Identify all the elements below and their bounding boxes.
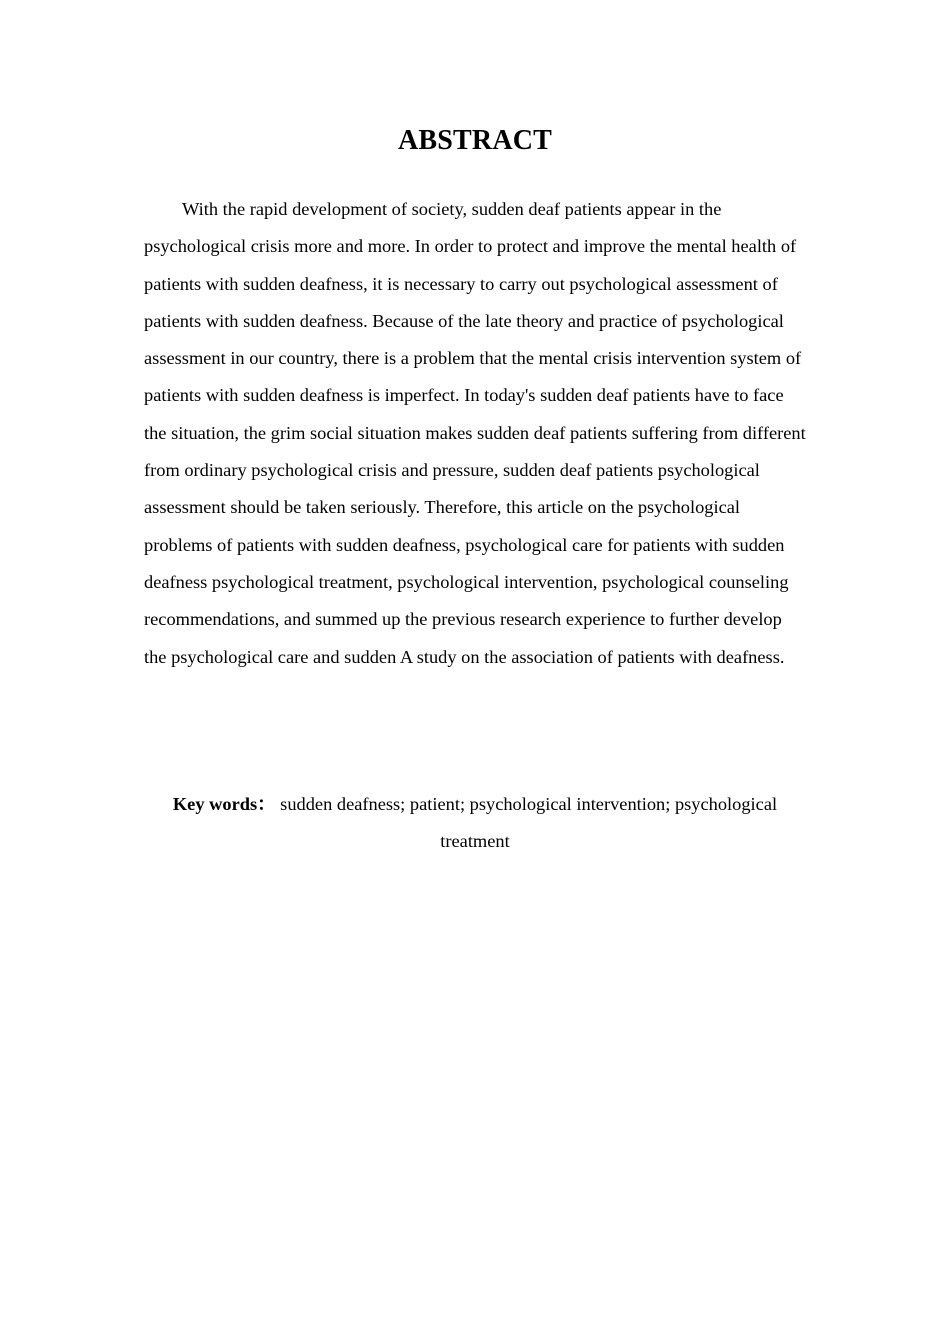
keywords-line bbox=[144, 786, 806, 861]
abstract-body: With the rapid development of society, sudden deaf patients appear in the psychological crisis more and more. In order to protect and improve the mental health of patients with sudden deafness, it is necessary to carry out psychological assessment of patients with sudden deafness. Because of the late theory and practice of psychological assessment in our country, there is a problem that the mental crisis intervention system of patients with sudden deafness is imperfect. In today's sudden deaf patients have to face the situation, the grim social situation makes sudden deaf patients suffering from different from ordinary psychological crisis and pressure, sudden deaf patients psychological assessment should be taken seriously. Therefore, this article on the psychological problems of patients with sudden deafness, psychological care for patients with sudden deafness psychological treatment, psychological intervention, psychological counseling recommendations, and summed up the previous research experience to further develop the psychological care and sudden A study on the association of patients with deafness. bbox=[144, 199, 806, 667]
keywords-text: sudden deafness; patient; psychological intervention; psychological treatment bbox=[280, 794, 778, 852]
abstract-title: ABSTRACT bbox=[397, 125, 553, 156]
keywords-label: Key words： bbox=[172, 794, 276, 814]
